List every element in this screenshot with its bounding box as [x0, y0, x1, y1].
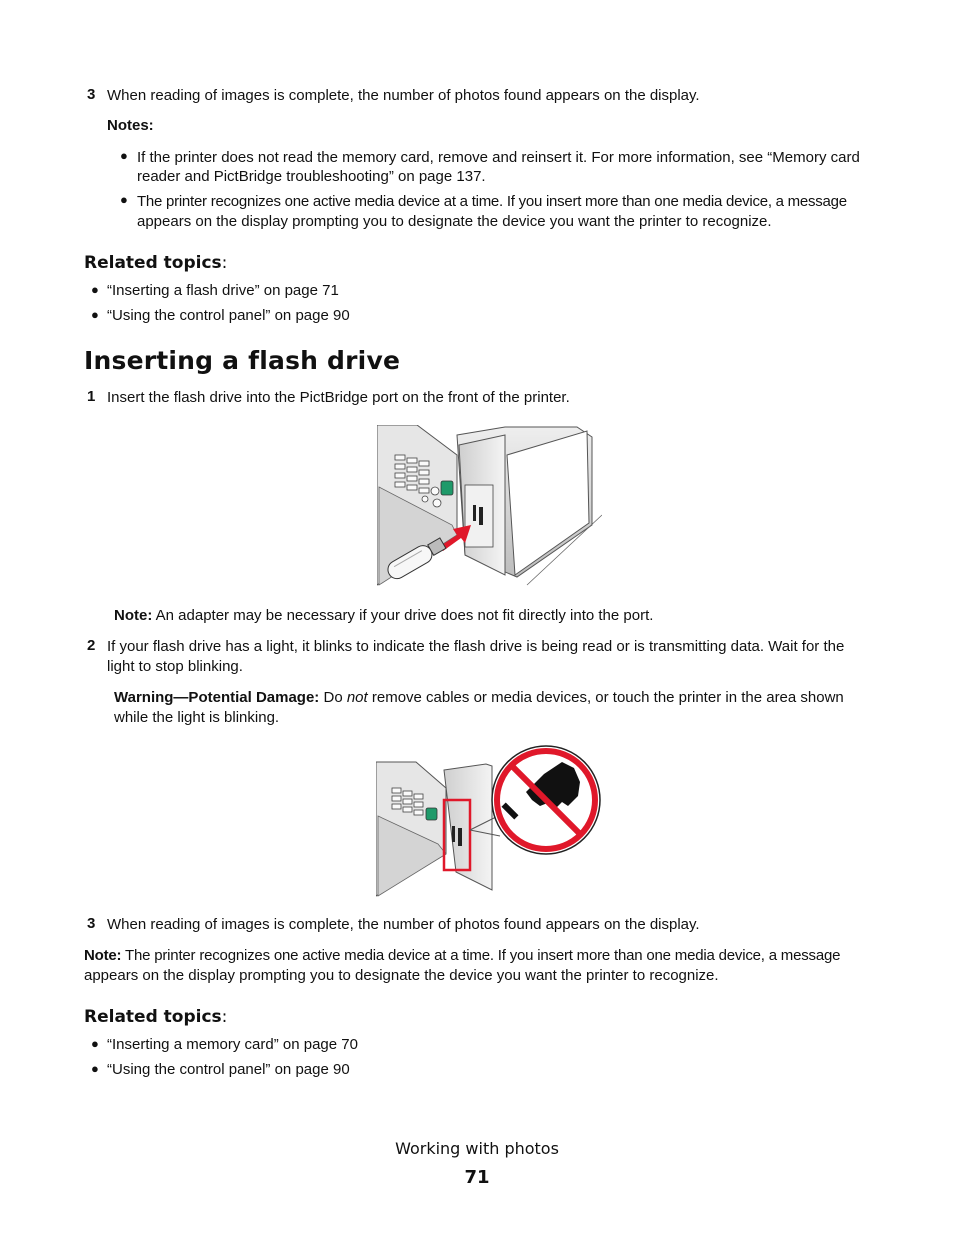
note-line: reader and PictBridge troubleshooting” on page 137. [137, 168, 486, 185]
step-text: light to stop blinking. [107, 658, 243, 675]
section-title: Inserting a flash drive [84, 346, 401, 375]
related-topics-heading: Related topics: [84, 253, 228, 273]
note-line: appears on the display prompting you to designate the device you want the printer to recognize. [84, 967, 719, 984]
related-link[interactable]: “Inserting a memory card” on page 70 [107, 1036, 358, 1053]
note: Note: An adapter may be necessary if your drive does not fit directly into the port. [114, 607, 654, 624]
note-line: appears on the display prompting you to designate the device you want the printer to recognize. [137, 213, 772, 230]
no-touch-warning-illustration [376, 744, 602, 898]
bullet-icon: ● [91, 282, 99, 297]
step-text: Insert the flash drive into the PictBridge port on the front of the printer. [107, 389, 570, 406]
notes-label: Notes: [107, 117, 154, 134]
page-number: 71 [464, 1167, 490, 1188]
printer-flash-drive-illustration [377, 425, 602, 587]
bullet-icon: ● [91, 1061, 99, 1076]
note-line: If the printer does not read the memory card, remove and reinsert it. For more information, see “Memory card [137, 149, 860, 166]
bullet-icon: ● [91, 307, 99, 322]
step-text: When reading of images is complete, the number of photos found appears on the display. [107, 916, 700, 933]
step-number: 1 [87, 388, 96, 405]
bullet-icon: ● [120, 192, 128, 207]
step-number: 3 [87, 86, 96, 103]
step-text: If your flash drive has a light, it blinks to indicate the flash drive is being read or is transmitting data. Wait for the [107, 638, 845, 655]
related-link[interactable]: “Inserting a flash drive” on page 71 [107, 282, 339, 299]
warning: Warning—Potential Damage: Do not remove cables or media devices, or touch the printer in the area shown [114, 689, 844, 706]
note-line: The printer recognizes one active media device at a time. If you insert more than one media device, a message [137, 193, 847, 210]
note: Note: The printer recognizes one active media device at a time. If you insert more than one media device, a message [84, 947, 841, 964]
warning-line: while the light is blinking. [114, 709, 280, 726]
bullet-icon: ● [120, 148, 128, 163]
step-text: When reading of images is complete, the number of photos found appears on the display. [107, 87, 700, 104]
related-link[interactable]: “Using the control panel” on page 90 [107, 307, 350, 324]
footer-section-title: Working with photos [395, 1139, 559, 1158]
related-topics-heading: Related topics: [84, 1007, 228, 1027]
bullet-icon: ● [91, 1036, 99, 1051]
related-link[interactable]: “Using the control panel” on page 90 [107, 1061, 350, 1078]
step-number: 2 [87, 637, 96, 654]
step-number: 3 [87, 915, 96, 932]
